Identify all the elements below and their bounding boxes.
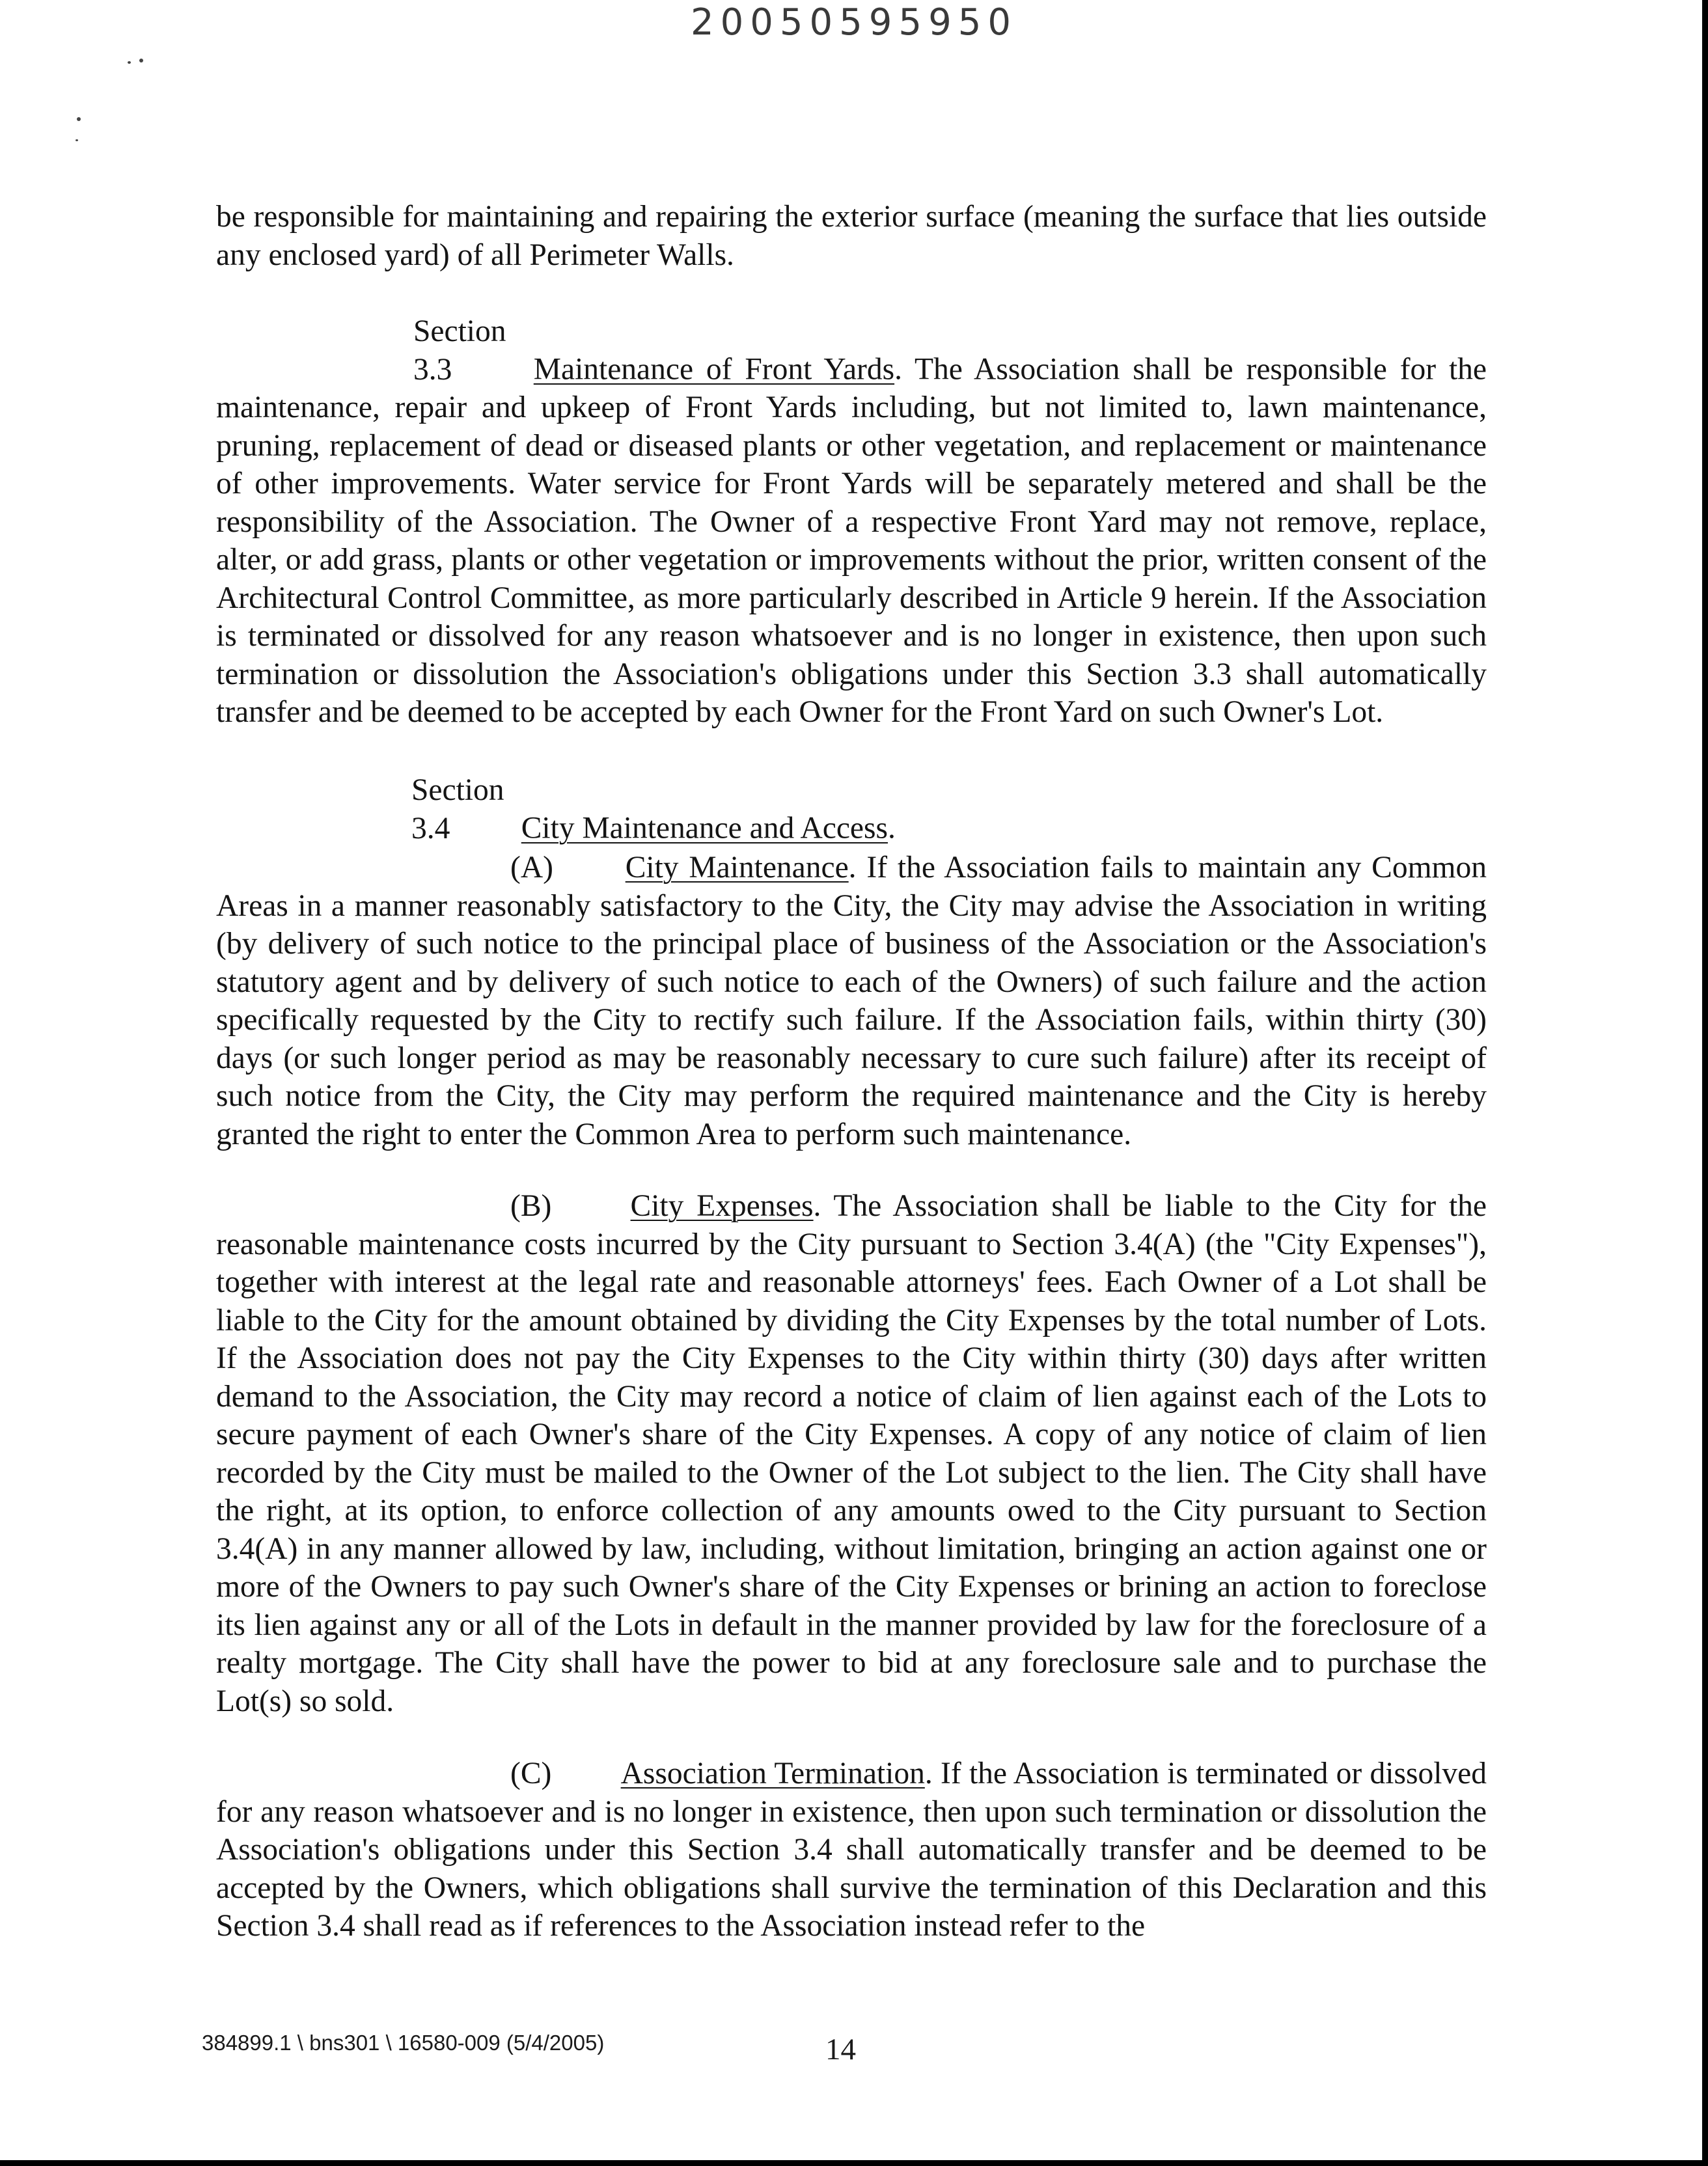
footer-reference: 384899.1 \ bns301 \ 16580-009 (5/4/2005) (202, 2031, 605, 2055)
subsection-b-title: City Expenses (630, 1189, 814, 1223)
scan-speck (128, 61, 131, 64)
subsection-a-paragraph (216, 849, 1487, 1153)
section-3-3-paragraph (216, 312, 1487, 732)
subsection-c-title: Association Termination (620, 1757, 925, 1790)
continuation-paragraph (216, 198, 1487, 274)
scan-speck (77, 117, 81, 121)
section-3-4-title: City Maintenance and Access (521, 811, 888, 845)
page-number: 14 (825, 2033, 856, 2066)
section-3-4-title-suffix: . (887, 811, 896, 845)
subsection-b-paragraph (216, 1187, 1487, 1720)
section-3-3-body: . The Association shall be responsible for the maintenance, repair and upkeep of Front Yards including, but not limited to, lawn maintenance, pruning, replacement of dead or diseased plants or other vegetation, and replacement or maintenance of other improvements. Water service for Front Yards will be separately metered and shall be the responsibility of the Association. The Owner of a respective Front Yard may not remove, replace, alter, or add grass, plants or other vegetation or improvements without the prior, written consent of the Architectural Control Committee, as more particularly described in Article 9 herein. If the Association is terminated or dissolved for any reason whatsoever and is no longer in existence, then upon such termination or dissolution the Association's obligations under this Section 3.3 shall automatically transfer and be deemed to be accepted by each Owner for the Front Yard on such Owner's Lot. (216, 352, 1487, 729)
subsection-a-title: City Maintenance (625, 851, 849, 884)
continuation-text: be responsible for maintaining and repairing the exterior surface (meaning the surface that lies outside any enclosed yard) of all Perimeter Walls. (216, 200, 1487, 272)
scan-speck (139, 59, 143, 62)
scan-speck (76, 139, 78, 141)
section-3-3-number: Section 3.3 (413, 314, 506, 387)
subsection-a-label: (A) (510, 851, 553, 884)
section-3-4-heading (216, 771, 1487, 847)
subsection-c-label: (C) (510, 1757, 552, 1790)
section-3-4-number: Section 3.4 (411, 773, 504, 845)
section-3-3-title: Maintenance of Front Yards (533, 352, 895, 387)
subsection-c-paragraph (216, 1755, 1487, 1945)
subsection-b-label: (B) (510, 1189, 552, 1223)
subsection-a-body: . If the Association fails to maintain any Common Areas in a manner reasonably satisfactory to the City, the City may advise the Association in writing (by delivery of such notice to the principal place of business of the Association or the Association's statutory agent and by delivery of such notice to each of the Owners) of such failure and the action specifically requested by the City to rectify such failure. If the Association fails, within thirty (30) days (or such longer period as may be reasonably necessary to cure such failure) after its receipt of such notice from the City, the City may perform the required maintenance and the City is hereby granted the right to enter the Common Area to perform such maintenance. (216, 851, 1487, 1151)
subsection-c-body: . If the Association is terminated or dissolved for any reason whatsoever and is no longer in existence, then upon such termination or dissolution the Association's obligations under this Section 3.4 shall automatically transfer and be deemed to be accepted by the Owners, which obligations shall survive the termination of this Declaration and this Section 3.4 shall read as if references to the Association instead refer to the (216, 1757, 1487, 1943)
subsection-b-body: . The Association shall be liable to the City for the reasonable maintenance costs incurred by the City pursuant to Section 3.4(A) (the "City Expenses"), together with interest at the legal rate and reasonable attorneys' fees. Each Owner of a Lot shall be liable to the City for the amount obtained by dividing the City Expenses by the total number of Lots. If the Association does not pay the City Expenses to the City within thirty (30) days after written demand to the Association, the City may record a notice of claim of lien against each of the Lots to secure payment of each Owner's share of the City Expenses. A copy of any notice of claim of lien recorded by the City must be mailed to the Owner of the Lot subject to the lien. The City shall have the right, at its option, to enforce collection of any amounts owed to the City pursuant to Section 3.4(A) in any manner allowed by law, including, without limitation, bringing an action against one or more of the Owners to pay such Owner's share of the City Expenses or brining an action to foreclose its lien against any or all of the Lots in default in the manner provided by law for the foreclosure of a realty mortgage. The City shall have the power to bid at any foreclosure sale and to purchase the Lot(s) so sold. (216, 1189, 1487, 1718)
document-number: 20050595950 (691, 1, 1017, 44)
